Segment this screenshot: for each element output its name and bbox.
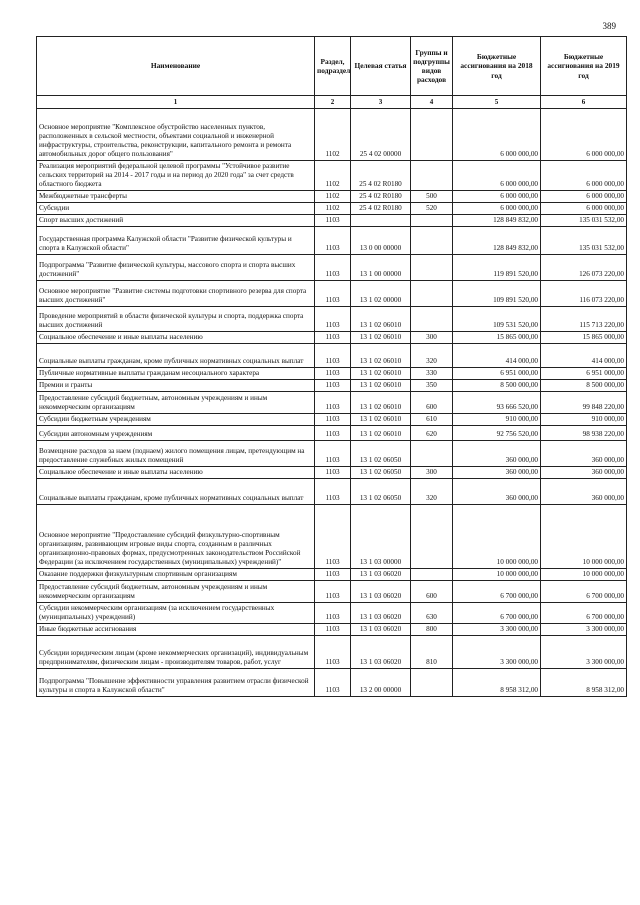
row-budget-2018-cell: 109 891 520,00 (453, 281, 541, 307)
row-budget-2018-cell: 360 000,00 (453, 467, 541, 479)
row-budget-2019-cell: 6 000 000,00 (541, 109, 627, 161)
row-target-cell: 13 1 02 06050 (351, 467, 411, 479)
row-budget-2018-cell: 15 865 000,00 (453, 332, 541, 344)
table-row (37, 109, 627, 161)
row-budget-2018-cell: 93 666 520,00 (453, 392, 541, 414)
row-budget-2018-cell: 3 300 000,00 (453, 624, 541, 636)
row-group-cell (411, 161, 453, 191)
row-section-cell: 1103 (315, 344, 351, 368)
row-target-cell: 13 0 00 00000 (351, 227, 411, 255)
row-group-cell: 630 (411, 603, 453, 624)
table-row (37, 368, 627, 380)
row-section-cell: 1103 (315, 255, 351, 281)
row-name-cell: Государственная программа Калужской области "Развитие физической культуры и спорта в Калужской области" (37, 227, 315, 255)
row-group-cell: 600 (411, 581, 453, 603)
row-budget-2019-cell: 15 865 000,00 (541, 332, 627, 344)
row-budget-2018-cell: 8 958 312,00 (453, 669, 541, 697)
row-group-cell: 810 (411, 636, 453, 669)
row-group-cell (411, 505, 453, 569)
row-name-cell: Предоставление субсидий бюджетным, автономным учреждениям и иным некоммерческим организациям (37, 581, 315, 603)
row-budget-2018-cell: 6 700 000,00 (453, 581, 541, 603)
row-budget-2019-cell: 8 958 312,00 (541, 669, 627, 697)
row-group-cell: 520 (411, 203, 453, 215)
row-target-cell: 13 1 00 00000 (351, 255, 411, 281)
row-target-cell: 13 1 03 00000 (351, 505, 411, 569)
row-budget-2019-cell: 115 713 220,00 (541, 307, 627, 332)
row-section-cell: 1103 (315, 392, 351, 414)
row-group-cell (411, 255, 453, 281)
row-budget-2019-cell: 8 500 000,00 (541, 380, 627, 392)
budget-table (36, 36, 627, 697)
row-group-cell (411, 281, 453, 307)
table-row (37, 203, 627, 215)
row-target-cell: 13 2 00 00000 (351, 669, 411, 697)
row-group-cell: 320 (411, 344, 453, 368)
row-section-cell: 1102 (315, 161, 351, 191)
header-groups: Группы и подгруппы видов расходов (411, 37, 453, 96)
row-budget-2019-cell: 10 000 000,00 (541, 569, 627, 581)
row-section-cell: 1103 (315, 441, 351, 467)
table-row (37, 414, 627, 426)
row-budget-2018-cell: 3 300 000,00 (453, 636, 541, 669)
row-budget-2019-cell: 360 000,00 (541, 479, 627, 505)
row-budget-2018-cell: 6 951 000,00 (453, 368, 541, 380)
table-row (37, 603, 627, 624)
column-index: 4 (411, 96, 453, 109)
row-section-cell: 1103 (315, 332, 351, 344)
row-budget-2019-cell: 6 000 000,00 (541, 191, 627, 203)
row-target-cell: 13 1 02 06010 (351, 392, 411, 414)
row-group-cell: 600 (411, 392, 453, 414)
row-budget-2018-cell: 8 500 000,00 (453, 380, 541, 392)
row-budget-2018-cell: 414 000,00 (453, 344, 541, 368)
row-group-cell: 330 (411, 368, 453, 380)
row-name-cell: Социальное обеспечение и иные выплаты населению (37, 332, 315, 344)
row-section-cell: 1103 (315, 414, 351, 426)
row-budget-2019-cell: 6 000 000,00 (541, 203, 627, 215)
row-group-cell: 800 (411, 624, 453, 636)
row-name-cell: Возмещение расходов за наем (поднаем) жилого помещения лицам, претендующим на предоставление служебных жилых помещений (37, 441, 315, 467)
row-target-cell: 13 1 02 00000 (351, 281, 411, 307)
row-group-cell: 300 (411, 332, 453, 344)
row-group-cell: 500 (411, 191, 453, 203)
row-section-cell: 1103 (315, 307, 351, 332)
row-name-cell: Иные бюджетные ассигнования (37, 624, 315, 636)
row-name-cell: Оказание поддержки физкультурным спортивным организациям (37, 569, 315, 581)
row-target-cell: 25 4 02 00000 (351, 109, 411, 161)
table-row (37, 332, 627, 344)
table-row (37, 624, 627, 636)
row-budget-2018-cell: 109 531 520,00 (453, 307, 541, 332)
row-name-cell: Субсидии (37, 203, 315, 215)
row-group-cell: 320 (411, 479, 453, 505)
table-row (37, 380, 627, 392)
row-name-cell: Публичные нормативные выплаты гражданам несоциального характера (37, 368, 315, 380)
row-name-cell: Субсидии автономным учреждениям (37, 426, 315, 441)
row-budget-2018-cell: 6 000 000,00 (453, 203, 541, 215)
row-budget-2018-cell: 10 000 000,00 (453, 569, 541, 581)
row-budget-2019-cell: 135 031 532,00 (541, 215, 627, 227)
row-target-cell: 13 1 02 06010 (351, 307, 411, 332)
row-section-cell: 1103 (315, 281, 351, 307)
row-budget-2019-cell: 3 300 000,00 (541, 624, 627, 636)
row-budget-2019-cell: 10 000 000,00 (541, 505, 627, 569)
row-budget-2019-cell: 6 951 000,00 (541, 368, 627, 380)
row-group-cell (411, 307, 453, 332)
row-target-cell: 25 4 02 R0180 (351, 191, 411, 203)
row-group-cell (411, 227, 453, 255)
row-section-cell: 1103 (315, 505, 351, 569)
row-name-cell: Социальные выплаты гражданам, кроме публичных нормативных социальных выплат (37, 344, 315, 368)
row-name-cell: Межбюджетные трансферты (37, 191, 315, 203)
column-index: 6 (541, 96, 627, 109)
row-section-cell: 1103 (315, 467, 351, 479)
row-section-cell: 1102 (315, 203, 351, 215)
row-budget-2019-cell: 360 000,00 (541, 441, 627, 467)
row-name-cell: Спорт высших достижений (37, 215, 315, 227)
row-budget-2018-cell: 6 000 000,00 (453, 109, 541, 161)
row-group-cell: 350 (411, 380, 453, 392)
row-budget-2018-cell: 92 756 520,00 (453, 426, 541, 441)
row-group-cell: 620 (411, 426, 453, 441)
row-budget-2019-cell: 6 700 000,00 (541, 603, 627, 624)
row-section-cell: 1103 (315, 624, 351, 636)
row-target-cell: 13 1 02 06010 (351, 332, 411, 344)
header-section: Раздел, подраздел (315, 37, 351, 96)
row-name-cell: Основное мероприятие "Развитие системы подготовки спортивного резерва для спорта высших достижений" (37, 281, 315, 307)
table-row (37, 281, 627, 307)
row-budget-2018-cell: 128 849 832,00 (453, 215, 541, 227)
row-budget-2019-cell: 6 700 000,00 (541, 581, 627, 603)
row-budget-2019-cell: 414 000,00 (541, 344, 627, 368)
row-target-cell: 13 1 02 06010 (351, 380, 411, 392)
row-group-cell (411, 441, 453, 467)
row-name-cell: Реализация мероприятий федеральной целевой программы "Устойчивое развитие сельских территорий на 2014 - 2017 годы и на период до 2020 года" за счет средств областного бюджета (37, 161, 315, 191)
row-budget-2018-cell: 360 000,00 (453, 441, 541, 467)
row-target-cell: 25 4 02 R0180 (351, 203, 411, 215)
header-budget-2019: Бюджетные ассигнования на 2019 год (541, 37, 627, 96)
row-name-cell: Предоставление субсидий бюджетным, автономным учреждениям и иным некоммерческим организациям (37, 392, 315, 414)
row-section-cell: 1103 (315, 669, 351, 697)
row-group-cell (411, 109, 453, 161)
row-target-cell: 25 4 02 R0180 (351, 161, 411, 191)
table-row (37, 467, 627, 479)
table-row (37, 215, 627, 227)
table-row (37, 307, 627, 332)
row-budget-2018-cell: 360 000,00 (453, 479, 541, 505)
table-row (37, 479, 627, 505)
table-row (37, 392, 627, 414)
row-budget-2018-cell: 6 000 000,00 (453, 161, 541, 191)
table-row (37, 569, 627, 581)
table-row (37, 227, 627, 255)
header-target: Целевая статья (351, 37, 411, 96)
row-budget-2019-cell: 116 073 220,00 (541, 281, 627, 307)
row-target-cell: 13 1 02 06010 (351, 414, 411, 426)
table-row (37, 344, 627, 368)
row-budget-2019-cell: 135 031 532,00 (541, 227, 627, 255)
row-target-cell (351, 215, 411, 227)
row-budget-2019-cell: 3 300 000,00 (541, 636, 627, 669)
row-name-cell: Социальное обеспечение и иные выплаты населению (37, 467, 315, 479)
column-index-row (37, 96, 627, 109)
row-budget-2018-cell: 128 849 832,00 (453, 227, 541, 255)
row-section-cell: 1103 (315, 380, 351, 392)
row-name-cell: Премии и гранты (37, 380, 315, 392)
row-section-cell: 1103 (315, 215, 351, 227)
row-name-cell: Основное мероприятие "Предоставление субсидий физкультурно-спортивным организациям, развивающим игровые виды спорта, созданным в различных организационно-правовых формах, предусмотренных законодательством Российской Федерации (за исключением государственных (муниципальных) учреждений)" (37, 505, 315, 569)
row-group-cell (411, 215, 453, 227)
row-name-cell: Проведение мероприятий в области физической культуры и спорта, поддержка спорта высших достижений (37, 307, 315, 332)
column-index: 3 (351, 96, 411, 109)
row-target-cell: 13 1 03 06020 (351, 569, 411, 581)
row-name-cell: Социальные выплаты гражданам, кроме публичных нормативных социальных выплат (37, 479, 315, 505)
row-budget-2019-cell: 98 938 220,00 (541, 426, 627, 441)
row-section-cell: 1103 (315, 581, 351, 603)
header-name: Наименование (37, 37, 315, 96)
row-target-cell: 13 1 03 06020 (351, 624, 411, 636)
table-row (37, 426, 627, 441)
row-budget-2019-cell: 910 000,00 (541, 414, 627, 426)
row-budget-2018-cell: 910 000,00 (453, 414, 541, 426)
table-row (37, 191, 627, 203)
row-budget-2019-cell: 6 000 000,00 (541, 161, 627, 191)
table-row (37, 581, 627, 603)
table-row (37, 669, 627, 697)
column-index: 1 (37, 96, 315, 109)
table-header-row (37, 37, 627, 96)
row-target-cell: 13 1 03 06020 (351, 603, 411, 624)
row-budget-2019-cell: 99 848 220,00 (541, 392, 627, 414)
row-group-cell (411, 569, 453, 581)
row-section-cell: 1102 (315, 191, 351, 203)
table-body (37, 109, 627, 697)
table-row (37, 441, 627, 467)
row-target-cell: 13 1 02 06010 (351, 426, 411, 441)
row-target-cell: 13 1 03 06020 (351, 581, 411, 603)
row-budget-2019-cell: 360 000,00 (541, 467, 627, 479)
header-budget-2018: Бюджетные ассигнования на 2018 год (453, 37, 541, 96)
row-group-cell (411, 669, 453, 697)
row-budget-2018-cell: 119 891 520,00 (453, 255, 541, 281)
table-row (37, 255, 627, 281)
row-section-cell: 1103 (315, 368, 351, 380)
row-group-cell: 300 (411, 467, 453, 479)
row-name-cell: Субсидии юридическим лицам (кроме некоммерческих организаций), индивидуальным предпринимателям, физическим лицам - производителям товаров, работ, услуг (37, 636, 315, 669)
row-budget-2018-cell: 10 000 000,00 (453, 505, 541, 569)
row-name-cell: Субсидии бюджетным учреждениям (37, 414, 315, 426)
row-section-cell: 1103 (315, 426, 351, 441)
row-group-cell: 610 (411, 414, 453, 426)
row-target-cell: 13 1 02 06050 (351, 441, 411, 467)
table-row (37, 636, 627, 669)
page-number: 389 (602, 21, 616, 31)
column-index: 5 (453, 96, 541, 109)
table-row (37, 505, 627, 569)
row-name-cell: Подпрограмма "Развитие физической культуры, массового спорта и спорта высших достижений" (37, 255, 315, 281)
row-target-cell: 13 1 02 06050 (351, 479, 411, 505)
column-index: 2 (315, 96, 351, 109)
row-target-cell: 13 1 02 06010 (351, 368, 411, 380)
row-budget-2019-cell: 126 073 220,00 (541, 255, 627, 281)
row-section-cell: 1103 (315, 636, 351, 669)
row-name-cell: Основное мероприятие "Комплексное обустройство населенных пунктов, расположенных в сельской местности, объектами социальной и инженерной инфраструктуры, строительства, реконструкции, капитального ремонта и ремонта автомобильных дорог общего пользования" (37, 109, 315, 161)
row-section-cell: 1103 (315, 227, 351, 255)
row-budget-2018-cell: 6 700 000,00 (453, 603, 541, 624)
table-row (37, 161, 627, 191)
row-target-cell: 13 1 02 06010 (351, 344, 411, 368)
row-section-cell: 1103 (315, 569, 351, 581)
row-section-cell: 1103 (315, 603, 351, 624)
row-section-cell: 1102 (315, 109, 351, 161)
row-section-cell: 1103 (315, 479, 351, 505)
row-target-cell: 13 1 03 06020 (351, 636, 411, 669)
row-budget-2018-cell: 6 000 000,00 (453, 191, 541, 203)
row-name-cell: Подпрограмма "Повышение эффективности управления развитием отрасли физической культуры и спорта в Калужской области" (37, 669, 315, 697)
row-name-cell: Субсидии некоммерческим организациям (за исключением государственных (муниципальных) учреждений) (37, 603, 315, 624)
